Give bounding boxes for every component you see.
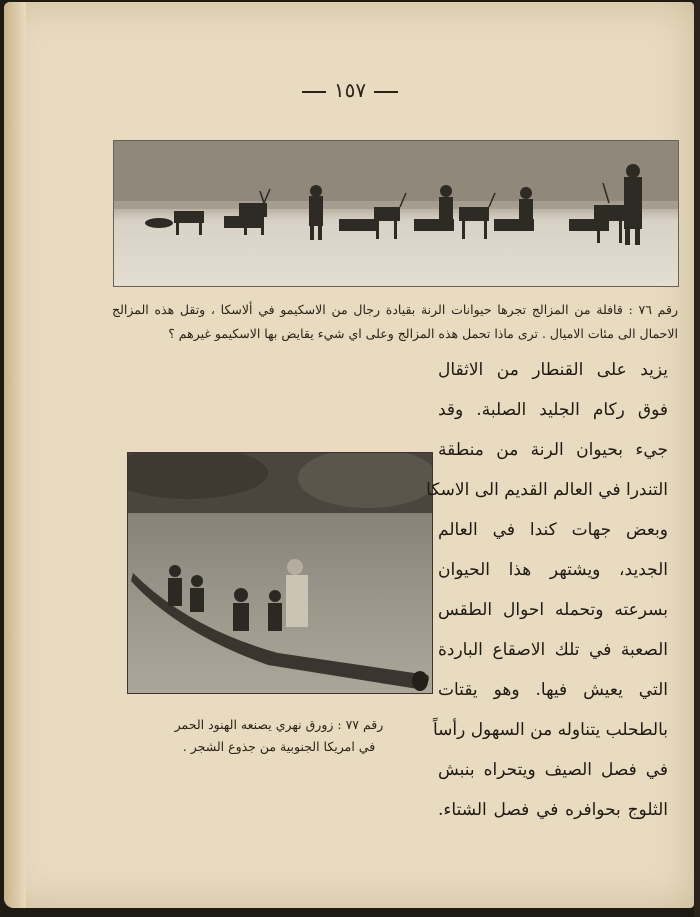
figure-76-caption: رقم ٧٦ : قافلة من المزالج تجرها حيوانات الرنة بقيادة رجال من الاسكيمو في ألاسكا ، وتقل هذه المزالج الاحمال الى مئات الاميال . ترى ماذا تحمل هذه المزالج وعلى اي شيء يقايض بها الاسكيمو غيرهم ؟ [112, 302, 678, 341]
body-line: الثلوج بحوافره في فصل الشتاء. [438, 800, 668, 820]
body-line: الصعبة في تلك الاصقاع الباردة [438, 640, 668, 660]
page-edge [694, 0, 700, 917]
figure-77-caption [127, 714, 431, 758]
body-line: التندرا في العالم القديم الى الاسكا [426, 480, 668, 500]
page-spine-shadow [4, 2, 26, 908]
body-line: التي يعيش فيها. وهو يقتات [438, 680, 668, 700]
figure-77-photo [127, 452, 433, 694]
figure-77-caption-line1: رقم ٧٧ : زورق نهري يصنعه الهنود الحمر [174, 717, 384, 732]
body-line: الجديد، ويشتهر هذا الحيوان [438, 560, 668, 580]
body-line: في فصل الصيف ويتحراه بنبش [438, 760, 668, 780]
figure-77-caption-line2: في امريكا الجنوبية من جذوع الشجر . [182, 739, 376, 754]
body-line: فوق ركام الجليد الصلبة. وقد [438, 400, 668, 420]
body-text-column [426, 360, 668, 830]
body-line: بسرعته وتحمله احوال الطقس [438, 600, 668, 620]
body-line: جيء بحيوان الرنة من منطقة [438, 440, 668, 460]
body-line: بالطحلب يتناوله من السهول رأساً [432, 720, 668, 740]
page-number: ١٥٧ [0, 78, 700, 102]
body-line: وبعض جهات كندا في العالم [438, 520, 668, 540]
body-line: يزيد على القنطار من الاثقال [438, 360, 668, 380]
figure-76-photo [113, 140, 679, 287]
